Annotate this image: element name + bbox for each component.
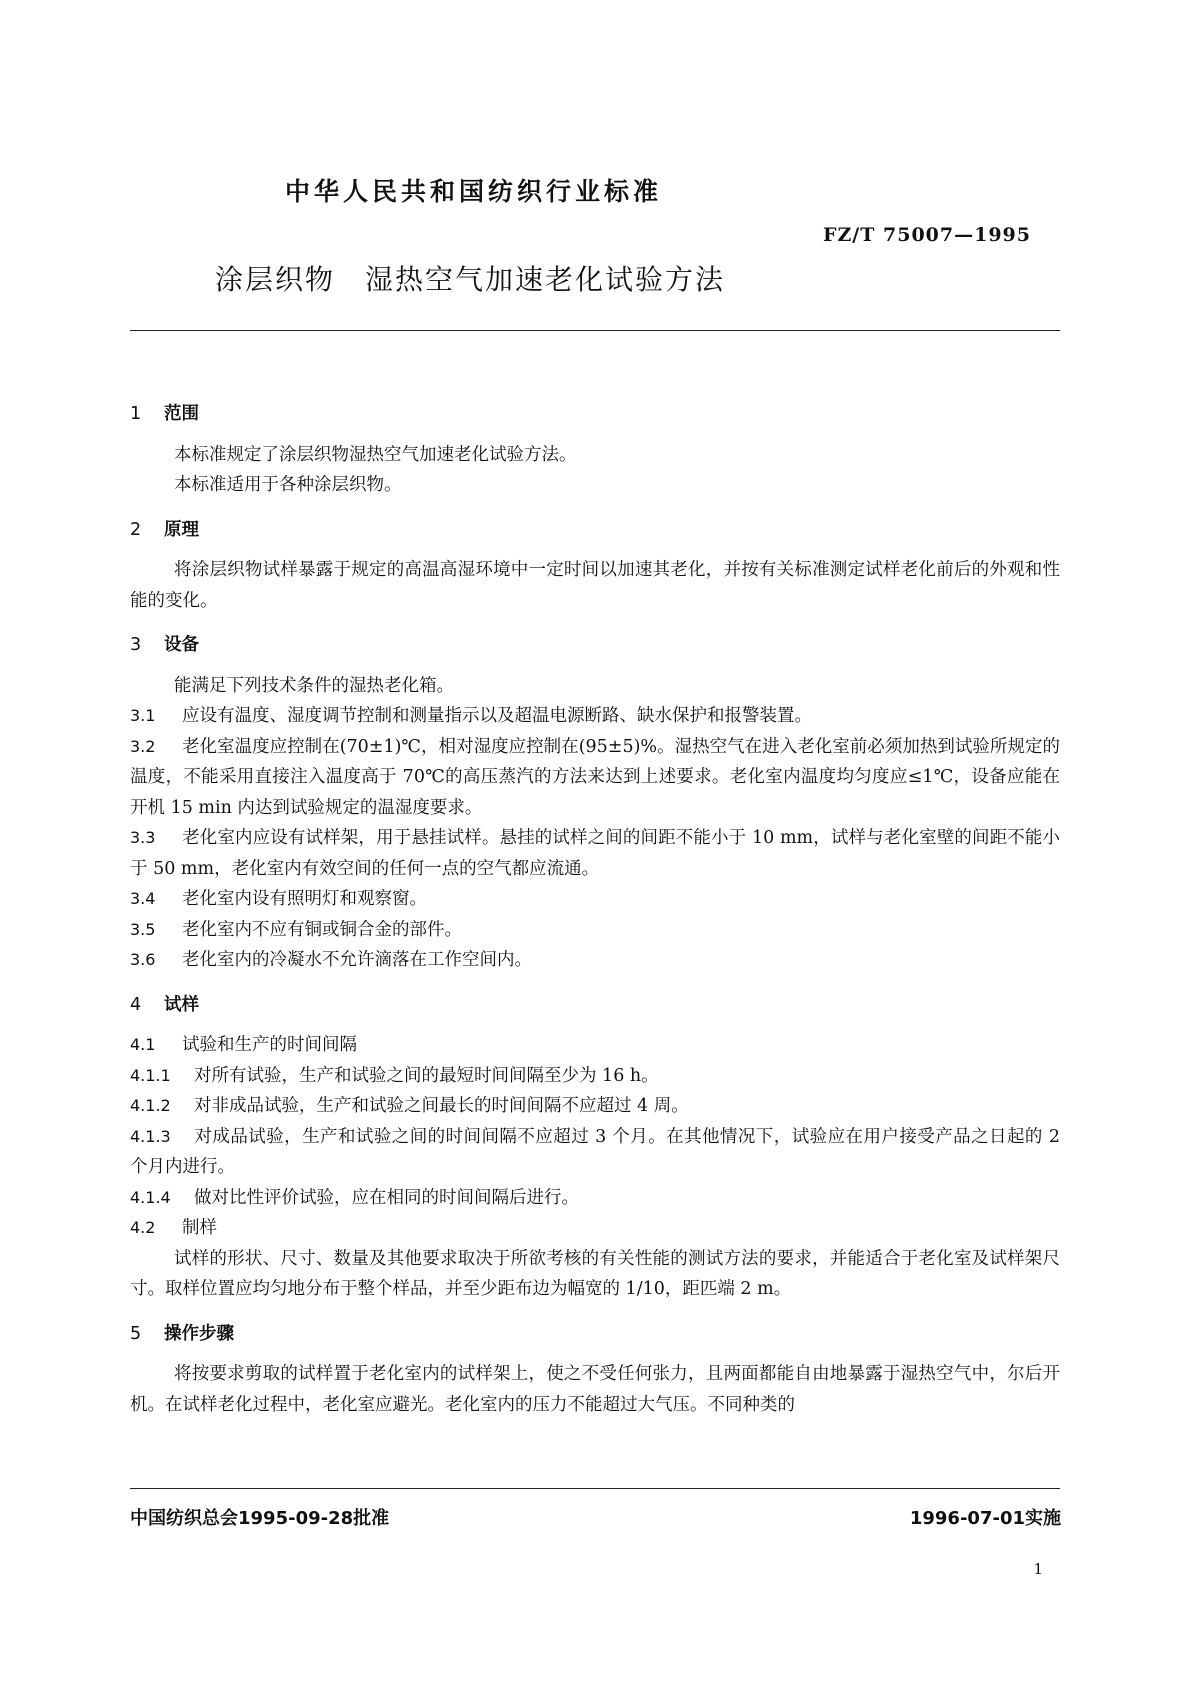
clause-text: 试验和生产的时间间隔 (182, 1035, 357, 1055)
clause-text: 对所有试验，生产和试验之间的最短时间间隔至少为 16 h。 (194, 1065, 659, 1086)
clause (130, 1091, 1060, 1122)
clause (130, 1030, 1060, 1061)
clause-number: 3.1 (130, 706, 156, 725)
section-number: 5 (130, 1323, 142, 1344)
clause-text: 老化室温度应控制在(70±1)℃，相对湿度应控制在(95±5)%。湿热空气在进入老化室前必须加热到试验所规定的温度，不能采用直接注入温度高于 70℃的高压蒸汽的方法来达到上述要求。老化室内温度均匀度应≤1℃，设备应能在开机 15 min 内达到试验规定的温湿度要求。 (130, 736, 1060, 818)
paragraph: 能满足下列技术条件的湿热老化箱。 (174, 675, 454, 696)
section-number: 2 (130, 519, 142, 540)
section-heading-apparatus (130, 630, 1060, 661)
clause (130, 884, 1060, 915)
clause-number: 4.2 (130, 1218, 156, 1237)
clause (130, 1122, 1060, 1183)
approval-date: 中国纺织总会1995-09-28批准 (130, 1508, 390, 1529)
clause (130, 823, 1060, 884)
clause (130, 1213, 1060, 1244)
clause-number: 3.5 (130, 919, 156, 939)
footer-divider (130, 1488, 1060, 1489)
clause-number: 4.1.4 (130, 1187, 171, 1207)
document-body (130, 399, 1060, 1420)
standard-code: FZ/T 75007—1995 (822, 224, 1031, 246)
clause-text: 老化室内设有照明灯和观察窗。 (182, 889, 427, 909)
clause (130, 945, 1060, 976)
clause (130, 1183, 1060, 1214)
section-title: 试样 (164, 994, 199, 1015)
document-title: 涂层织物 湿热空气加速老化试验方法 (215, 263, 726, 296)
paragraph: 将按要求剪取的试样置于老化室内的试样架上，使之不受任何张力，且两面都能自由地暴露于湿热空气中，尔后开机。在试样老化过程中，老化室应避光。老化室内的压力不能超过大气压。不同种类的 (130, 1364, 1060, 1415)
clause-number: 4.1.1 (130, 1065, 171, 1085)
clause-text: 老化室内的冷凝水不允许滴落在工作空间内。 (182, 950, 532, 970)
clause (130, 732, 1060, 824)
paragraph: 本标准规定了涂层织物湿热空气加速老化试验方法。 (174, 444, 577, 465)
header-divider (130, 330, 1060, 331)
clause-text: 对成品试验，生产和试验之间的时间间隔不应超过 3 个月。在其他情况下，试验应在用户接受产品之日起的 2 个月内进行。 (130, 1126, 1060, 1177)
effective-date: 1996-07-01实施 (909, 1508, 1061, 1529)
section-heading-scope (130, 399, 1060, 430)
section-heading-procedure (130, 1319, 1060, 1350)
clause-number: 3.3 (130, 828, 156, 847)
clause-number: 3.6 (130, 950, 156, 969)
clause-number: 4.1 (130, 1035, 156, 1054)
section-number: 3 (130, 635, 142, 655)
section-heading-principle (130, 515, 1060, 546)
standard-issuer: 中华人民共和国纺织行业标准 (285, 177, 663, 206)
clause-text: 应设有温度、湿度调节控制和测量指示以及超温电源断路、缺水保护和报警装置。 (182, 706, 812, 726)
clause (130, 1061, 1060, 1092)
paragraph: 将涂层织物试样暴露于规定的高温高湿环境中一定时间以加速其老化，并按有关标准测定试样老化前后的外观和性能的变化。 (130, 560, 1060, 611)
clause-text: 做对比性评价试验，应在相同的时间间隔后进行。 (194, 1187, 579, 1208)
section-number: 1 (130, 404, 142, 424)
page-number: 1 (1033, 1560, 1043, 1578)
clause-number: 3.4 (130, 889, 156, 908)
clause-number: 3.2 (130, 736, 156, 756)
paragraph: 试样的形状、尺寸、数量及其他要求取决于所欲考核的有关性能的测试方法的要求，并能适合于老化室及试样架尺寸。取样位置应均匀地分布于整个样品，并至少距布边为幅宽的 1/10，距匹端 2 m。 (130, 1248, 1060, 1299)
clause (130, 701, 1060, 732)
clause-text: 老化室内应设有试样架，用于悬挂试样。悬挂的试样之间的间距不能小于 10 mm，试样与老化室壁的间距不能小于 50 mm，老化室内有效空间的任何一点的空气都应流通。 (130, 828, 1060, 879)
section-title: 操作步骤 (164, 1323, 234, 1344)
section-title: 原理 (164, 519, 199, 540)
section-heading-specimen (130, 990, 1060, 1021)
clause-number: 4.1.2 (130, 1096, 171, 1115)
section-title: 设备 (164, 635, 199, 655)
section-number: 4 (130, 994, 142, 1015)
section-title: 范围 (164, 404, 199, 424)
clause (130, 915, 1060, 946)
clause-text: 制样 (182, 1218, 217, 1238)
clause-text: 对非成品试验，生产和试验之间最长的时间间隔不应超过 4 周。 (194, 1096, 689, 1116)
clause-number: 4.1.3 (130, 1126, 171, 1146)
clause-text: 老化室内不应有铜或铜合金的部件。 (182, 919, 462, 940)
paragraph: 本标准适用于各种涂层织物。 (174, 475, 402, 495)
